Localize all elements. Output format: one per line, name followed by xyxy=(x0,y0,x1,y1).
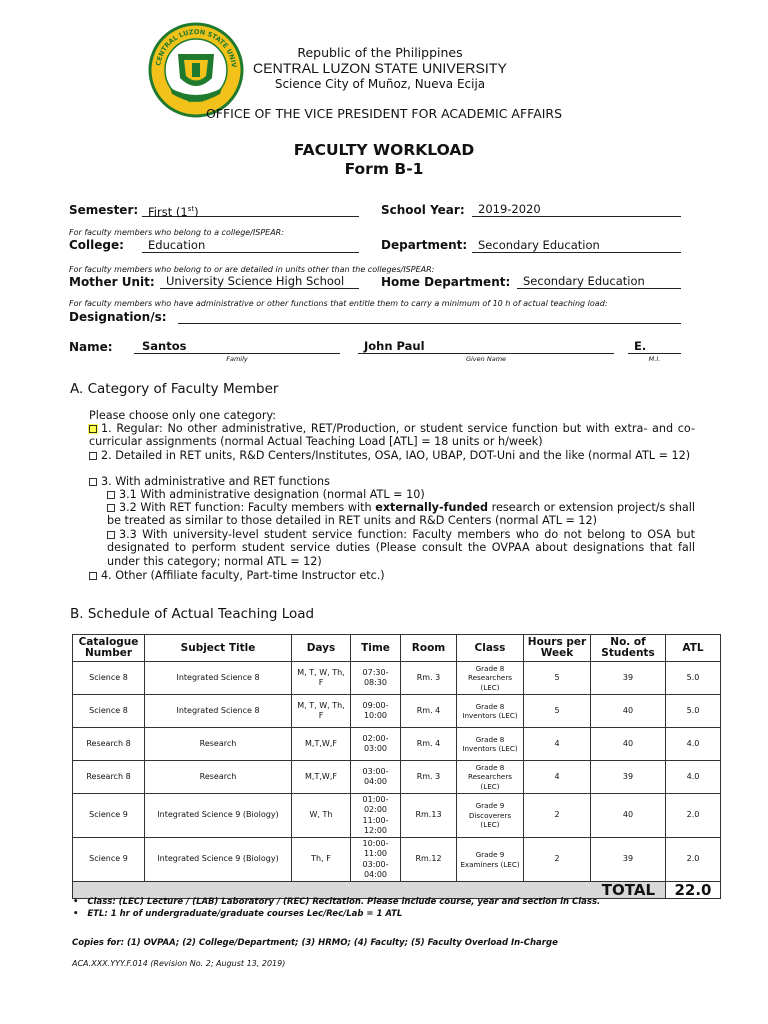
category-heading: A. Category of Faculty Member xyxy=(70,381,279,397)
table-cell: 5 xyxy=(524,662,591,695)
category-option-2[interactable] xyxy=(89,449,695,462)
seal-year: 1907 xyxy=(187,97,205,104)
middle-initial-field[interactable]: E. xyxy=(628,339,681,354)
category-instruction: Please choose only one category: xyxy=(89,409,277,422)
schedule-header-row xyxy=(73,635,721,662)
category-option-1[interactable] xyxy=(89,422,695,449)
family-name-field[interactable]: Santos xyxy=(134,339,340,354)
table-cell: M, T, W, Th, F xyxy=(292,662,351,695)
unit-note: For faculty members who belong to or are detailed in units other than the colleges/ISPEAR: xyxy=(69,265,435,274)
category-option-3-1-text: 3.1 With administrative designation (normal ATL = 10) xyxy=(119,488,425,501)
university-location: Science City of Muñoz, Nueva Ecija xyxy=(274,77,486,91)
table-cell: 10:00-11:00 03:00-04:00 xyxy=(351,838,401,882)
table-cell: 5.0 xyxy=(666,662,721,695)
bullet-icon: • xyxy=(73,897,88,907)
copies-line: Copies for: (1) OVPAA; (2) College/Department; (3) HRMO; (4) Faculty; (5) Faculty Overload In-Charge xyxy=(72,938,558,948)
category-option-3-3[interactable] xyxy=(107,528,695,568)
semester-value: First (1 xyxy=(148,204,188,219)
category-option-3[interactable] xyxy=(89,475,330,488)
column-header: Time xyxy=(351,635,401,662)
form-subtitle: Form B-1 xyxy=(344,160,424,178)
designation-note: For faculty members who have administrative or other functions that entitle them to carry a minimum of 10 h of actual teaching load: xyxy=(69,299,608,308)
republic-line: Republic of the Philippines xyxy=(297,45,463,60)
schedule-heading: B. Schedule of Actual Teaching Load xyxy=(70,606,315,622)
revision-line: ACA.XXX.YYY.F.014 (Revision No. 2; August 13, 2019) xyxy=(72,959,286,968)
table-cell: Grade 8 Researchers (LEC) xyxy=(457,761,524,794)
bullet-icon: • xyxy=(73,909,88,919)
table-cell: 09:00-10:00 xyxy=(351,695,401,728)
column-header: ATL xyxy=(666,635,721,662)
department-label: Department: xyxy=(381,238,468,252)
note-bullet-2-text: ETL: 1 hr of undergraduate/graduate courses Lec/Rec/Lab = 1 ATL xyxy=(87,909,403,919)
college-field[interactable]: Education xyxy=(142,238,359,253)
column-header: Days xyxy=(292,635,351,662)
table-cell: 2 xyxy=(524,838,591,882)
schedule-table xyxy=(72,634,721,899)
column-header: Hours per Week xyxy=(524,635,591,662)
table-cell: Rm. 3 xyxy=(401,662,457,695)
checkbox-icon[interactable] xyxy=(107,491,115,499)
table-cell: 03:00-04:00 xyxy=(351,761,401,794)
category-option-2-text: 2. Detailed in RET units, R&D Centers/Institutes, OSA, IAO, UBAP, DOT-Uni and the like (normal ATL = 12) xyxy=(101,449,691,462)
table-cell: Th, F xyxy=(292,838,351,882)
table-cell: Grade 8 Inventors (LEC) xyxy=(457,695,524,728)
note-bullet-2 xyxy=(73,909,402,919)
checkbox-icon[interactable] xyxy=(89,425,97,433)
table-cell: Grade 9 Discoverers (LEC) xyxy=(457,794,524,838)
university-seal-logo xyxy=(148,22,244,118)
column-header: Room xyxy=(401,635,457,662)
table-cell: Research 8 xyxy=(73,728,145,761)
department-field[interactable]: Secondary Education xyxy=(472,238,681,253)
category-option-3-1[interactable] xyxy=(107,488,425,501)
designation-label: Designation/s: xyxy=(69,310,167,324)
name-label: Name: xyxy=(69,340,113,354)
table-row xyxy=(73,662,721,695)
table-cell: Integrated Science 9 (Biology) xyxy=(145,838,292,882)
mi-caption: M.I. xyxy=(648,355,661,363)
seal-ring-text: CENTRAL LUZON STATE UNIV xyxy=(154,27,238,69)
family-caption: Family xyxy=(226,355,248,363)
note-bullet-1-text: Class: (LEC) Lecture / (LAB) Laboratory / (REC) Recitation. Please include course, year and section in Class. xyxy=(87,897,601,907)
table-row xyxy=(73,728,721,761)
category-option-3-2-text-b: research or extension project/s shall be treated as similar to those detailed in RET units and R&D Centers (normal ATL = 12) xyxy=(107,501,695,528)
total-label: TOTAL xyxy=(73,882,666,899)
table-cell: 5 xyxy=(524,695,591,728)
column-header: Catalogue Number xyxy=(73,635,145,662)
table-cell: Integrated Science 8 xyxy=(145,662,292,695)
checkbox-icon[interactable] xyxy=(89,452,97,460)
table-cell: 40 xyxy=(591,794,666,838)
category-option-3-text: 3. With administrative and RET functions xyxy=(101,475,330,488)
table-cell: 2 xyxy=(524,794,591,838)
table-cell: Science 9 xyxy=(73,838,145,882)
table-row xyxy=(73,794,721,838)
mother-unit-field[interactable]: University Science High School xyxy=(160,274,359,289)
table-cell: Science 9 xyxy=(73,794,145,838)
mother-unit-label: Mother Unit: xyxy=(69,275,155,289)
table-cell: Integrated Science 8 xyxy=(145,695,292,728)
table-cell: 02:00-03:00 xyxy=(351,728,401,761)
table-cell: 2.0 xyxy=(666,838,721,882)
office-name: OFFICE OF THE VICE PRESIDENT FOR ACADEMIC AFFAIRS xyxy=(205,106,563,121)
table-cell: M, T, W, Th, F xyxy=(292,695,351,728)
school-year-field[interactable]: 2019-2020 xyxy=(472,202,681,217)
total-value: 22.0 xyxy=(666,882,721,899)
category-option-4-text: 4. Other (Affiliate faculty, Part-time Instructor etc.) xyxy=(101,569,385,582)
table-cell: Rm. 4 xyxy=(401,695,457,728)
table-cell: 4 xyxy=(524,761,591,794)
school-year-label: School Year: xyxy=(381,203,465,217)
table-cell: Rm.13 xyxy=(401,794,457,838)
given-name-field[interactable]: John Paul xyxy=(358,339,614,354)
table-cell: Rm. 4 xyxy=(401,728,457,761)
college-note: For faculty members who belong to a college/ISPEAR: xyxy=(69,228,284,237)
category-option-3-3-text: 3.3 With university-level student service function: Faculty members who do not belong to OSA but designated to perform student service duties (Please consult the OVPAA about designations that fall under this category; normal ATL = 12) xyxy=(107,528,695,568)
table-cell: M,T,W,F xyxy=(292,728,351,761)
home-department-label: Home Department: xyxy=(381,275,511,289)
table-cell: 4.0 xyxy=(666,761,721,794)
table-cell: Research xyxy=(145,761,292,794)
college-label: College: xyxy=(69,238,124,252)
table-cell: Grade 9 Examiners (LEC) xyxy=(457,838,524,882)
checkbox-icon[interactable] xyxy=(107,531,115,539)
table-row xyxy=(73,761,721,794)
table-cell: Grade 8 Researchers (LEC) xyxy=(457,662,524,695)
table-cell: Science 8 xyxy=(73,662,145,695)
table-cell: 39 xyxy=(591,838,666,882)
table-cell: M,T,W,F xyxy=(292,761,351,794)
category-option-3-2[interactable] xyxy=(107,501,695,528)
table-cell: 40 xyxy=(591,695,666,728)
checkbox-icon[interactable] xyxy=(89,478,97,486)
table-cell: Rm. 3 xyxy=(401,761,457,794)
category-option-4[interactable] xyxy=(89,569,385,582)
table-cell: Research xyxy=(145,728,292,761)
semester-label: Semester: xyxy=(69,203,139,217)
table-row xyxy=(73,695,721,728)
category-option-3-2-text-a: 3.2 With RET function: Faculty members with xyxy=(119,501,372,514)
checkbox-icon[interactable] xyxy=(89,572,97,580)
university-name: CENTRAL LUZON STATE UNIVERSITY xyxy=(253,60,507,76)
form-title: FACULTY WORKLOAD xyxy=(293,141,475,159)
designation-field[interactable] xyxy=(178,309,681,324)
home-department-field[interactable]: Secondary Education xyxy=(517,274,681,289)
table-cell: 4.0 xyxy=(666,728,721,761)
checkbox-icon[interactable] xyxy=(107,504,115,512)
table-cell: 40 xyxy=(591,728,666,761)
given-caption: Given Name xyxy=(465,355,507,363)
semester-sup: st xyxy=(187,205,195,213)
table-cell: 07:30-08:30 xyxy=(351,662,401,695)
table-cell: Science 8 xyxy=(73,695,145,728)
table-row xyxy=(73,838,721,882)
column-header: Class xyxy=(457,635,524,662)
table-cell: W, Th xyxy=(292,794,351,838)
table-cell: Rm.12 xyxy=(401,838,457,882)
semester-field[interactable] xyxy=(142,202,359,217)
table-cell: 5.0 xyxy=(666,695,721,728)
category-option-3-2-bold: externally-funded xyxy=(375,501,489,514)
table-cell: 4 xyxy=(524,728,591,761)
table-cell: Research 8 xyxy=(73,761,145,794)
total-row xyxy=(73,882,721,899)
table-cell: 01:00-02:00 11:00-12:00 xyxy=(351,794,401,838)
table-cell: Integrated Science 9 (Biology) xyxy=(145,794,292,838)
semester-close: ) xyxy=(194,204,199,219)
table-cell: Grade 8 Inventors (LEC) xyxy=(457,728,524,761)
category-option-1-text: 1. Regular: No other administrative, RET/Production, or student service function but with extra- and co-curricular assignments (normal Actual Teaching Load [ATL] = 18 units or h/week) xyxy=(89,422,695,449)
table-cell: 39 xyxy=(591,761,666,794)
note-bullet-1 xyxy=(73,897,600,907)
table-cell: 2.0 xyxy=(666,794,721,838)
column-header: No. of Students xyxy=(591,635,666,662)
table-cell: 39 xyxy=(591,662,666,695)
column-header: Subject Title xyxy=(145,635,292,662)
